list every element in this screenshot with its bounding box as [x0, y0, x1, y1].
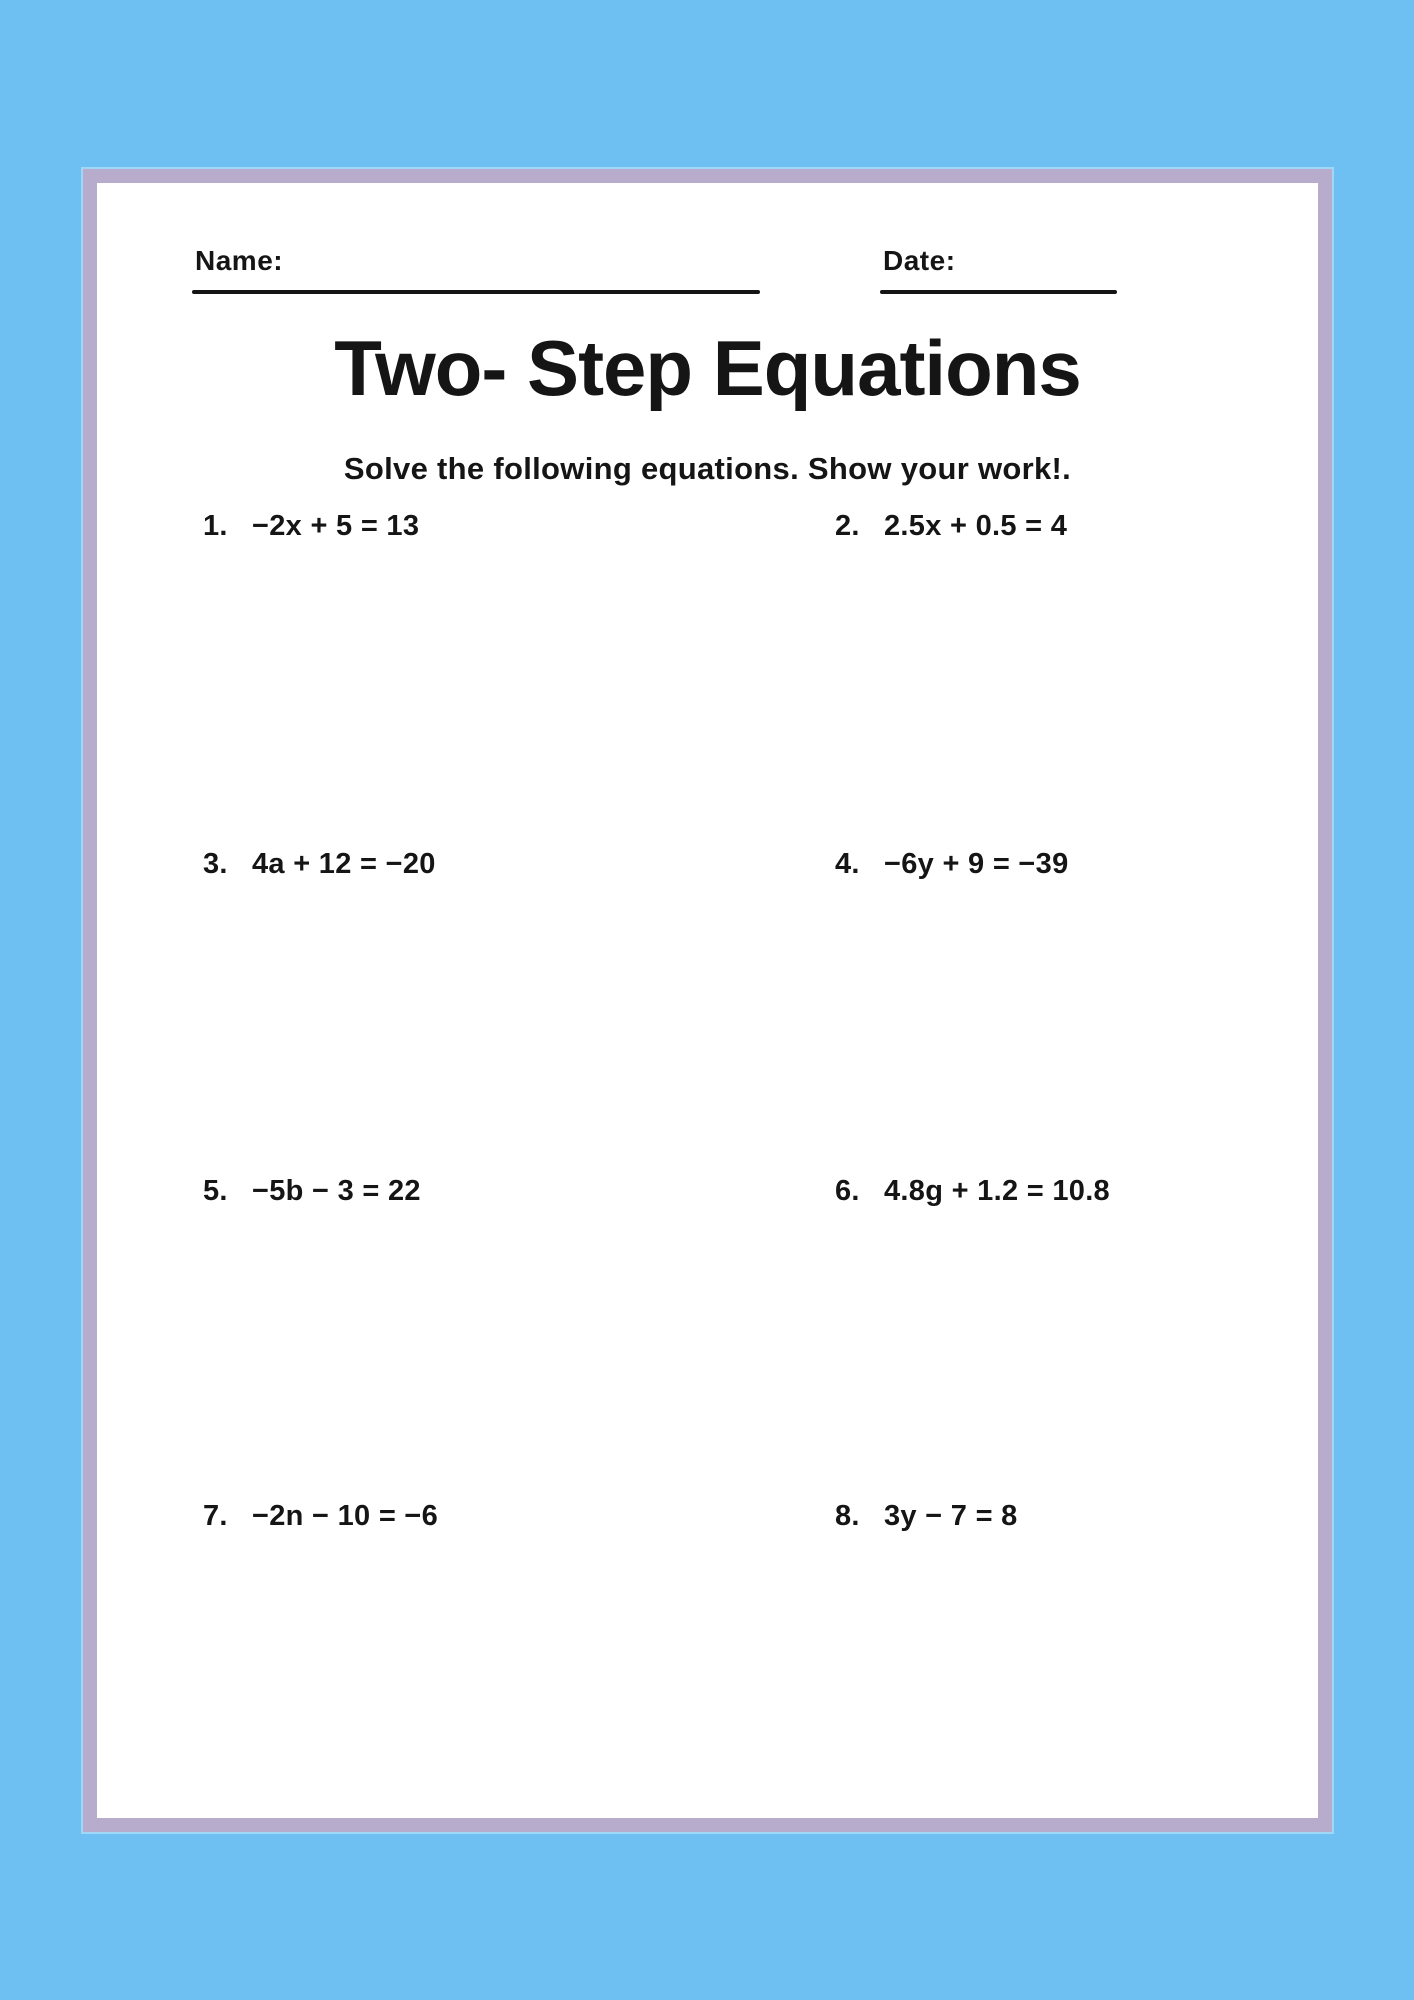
problem-number: 8.: [835, 1500, 860, 1532]
date-label: Date:: [883, 245, 956, 276]
problem-equation: 4.8g + 1.2 = 10.8: [884, 1175, 1110, 1207]
problem-equation: −5b − 3 = 22: [252, 1175, 421, 1207]
instructions-text: Solve the following equations. Show your work!.: [343, 451, 1072, 486]
problem-number: 4.: [835, 848, 860, 880]
problem-7: [203, 1500, 835, 1533]
page-title: Two- Step Equations: [334, 324, 1081, 412]
problem-equation: 4a + 12 = −20: [252, 848, 436, 880]
problem-4: [835, 848, 1298, 881]
problem-equation: 3y − 7 = 8: [884, 1500, 1018, 1532]
problem-3: [203, 848, 835, 881]
problem-equation: −2n − 10 = −6: [252, 1500, 439, 1532]
problem-number: 7.: [203, 1500, 228, 1532]
problem-number: 3.: [203, 848, 228, 880]
problem-2: [835, 510, 1298, 543]
problem-equation: −6y + 9 = −39: [884, 848, 1069, 880]
worksheet-frame: [83, 169, 1332, 1832]
worksheet-page: [97, 183, 1318, 1818]
problems-grid: [203, 510, 1298, 1533]
problem-number: 1.: [203, 510, 228, 542]
problem-number: 5.: [203, 1175, 228, 1207]
problem-equation: −2x + 5 = 13: [252, 510, 420, 542]
problem-equation: 2.5x + 0.5 = 4: [884, 510, 1068, 542]
name-field-line: [192, 290, 760, 294]
problem-8: [835, 1500, 1298, 1533]
problem-number: 6.: [835, 1175, 860, 1207]
problem-5: [203, 1175, 835, 1208]
name-label: Name:: [195, 245, 284, 276]
problem-number: 2.: [835, 510, 860, 542]
problem-1: [203, 510, 835, 543]
date-field-line: [880, 290, 1117, 294]
problem-6: [835, 1175, 1298, 1208]
